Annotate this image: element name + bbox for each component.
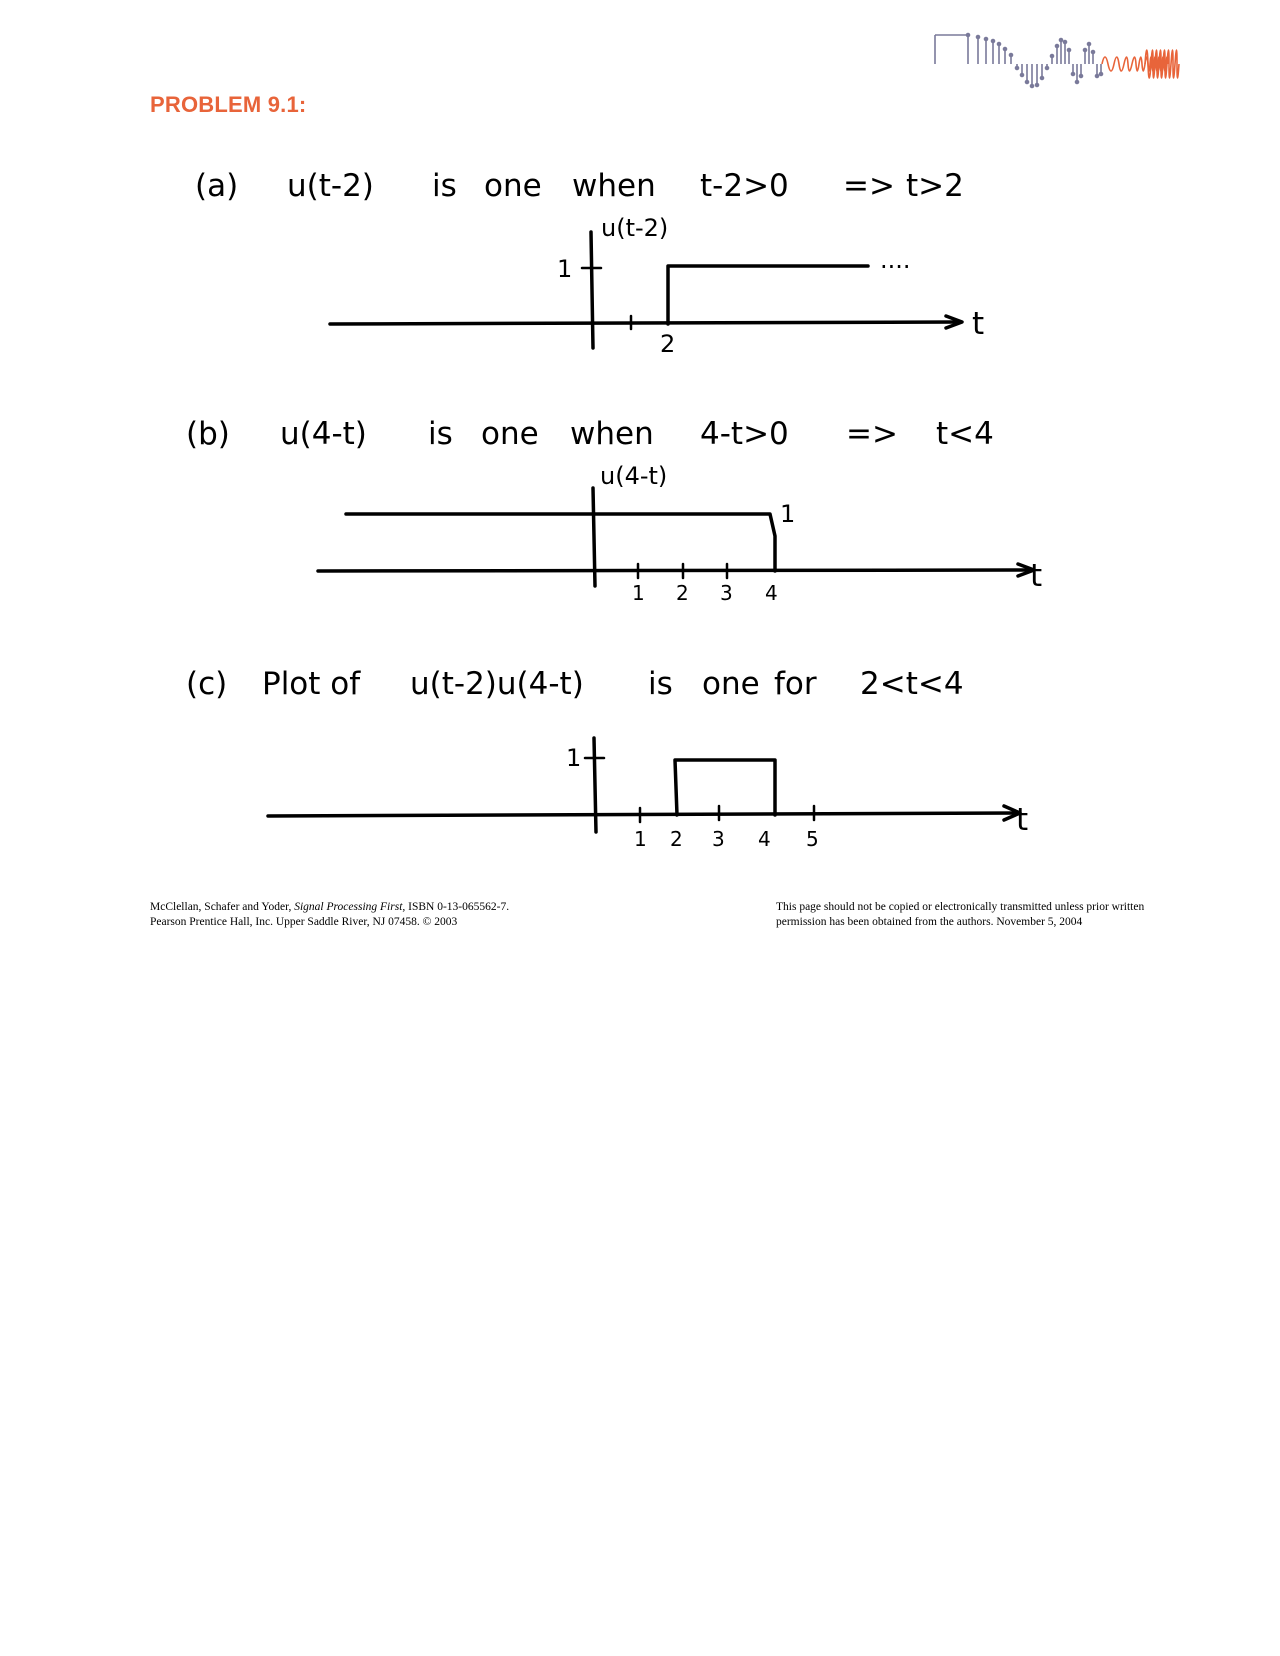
part-a-result: t>2 bbox=[906, 168, 964, 204]
part-c-x-tick-label-5: 5 bbox=[806, 827, 819, 851]
part-a-word-is: is bbox=[432, 168, 457, 204]
part-a-x-axis-label: t bbox=[972, 306, 985, 342]
part-a-word-when: when bbox=[572, 168, 656, 204]
footer-citation bbox=[150, 900, 710, 930]
part-b-step-signal bbox=[346, 514, 775, 571]
part-a-expr: u(t-2) bbox=[287, 168, 374, 204]
part-b-word-is: is bbox=[428, 416, 453, 452]
footer-book-title: Signal Processing First, bbox=[294, 901, 406, 913]
part-a-condition: t-2>0 bbox=[700, 168, 789, 204]
part-c-statement bbox=[186, 666, 964, 702]
part-c-plot bbox=[268, 738, 1028, 851]
part-b-x-axis bbox=[318, 570, 1030, 571]
footer-notice-line-1: This page should not be copied or electronically transmitted unless prior written bbox=[776, 901, 1145, 913]
part-b-statement bbox=[186, 416, 994, 452]
part-b-implies: => bbox=[846, 416, 898, 452]
part-b-word-when: when bbox=[570, 416, 654, 452]
part-c-x-tick-label-1: 1 bbox=[634, 827, 647, 851]
part-a-x-axis bbox=[330, 322, 958, 324]
part-c-label: (c) bbox=[186, 666, 228, 702]
part-b-y-axis bbox=[593, 488, 595, 586]
part-b-word-one: one bbox=[481, 416, 539, 452]
part-b-result: t<4 bbox=[936, 416, 994, 452]
problem-title: PROBLEM 9.1: bbox=[150, 92, 307, 117]
part-a-implies: => bbox=[843, 168, 895, 204]
part-c-expr: u(t-2)u(4-t) bbox=[410, 666, 584, 702]
part-a-x-tick-label: 2 bbox=[660, 330, 676, 358]
part-b-x-tick-label-3: 3 bbox=[720, 581, 733, 605]
part-c-x-tick-label-4: 4 bbox=[758, 827, 771, 851]
part-b-x-tick-label-4: 4 bbox=[765, 581, 778, 605]
part-b-condition: 4-t>0 bbox=[700, 416, 789, 452]
part-c-x-axis bbox=[268, 813, 1018, 816]
part-a-plot bbox=[330, 214, 984, 358]
footer-notice-line-2: permission has been obtained from the authors. November 5, 2004 bbox=[776, 916, 1083, 928]
part-b-y-label: u(4-t) bbox=[600, 462, 668, 490]
part-b-label: (b) bbox=[186, 416, 230, 452]
part-b-x-tick-label-1: 1 bbox=[632, 581, 645, 605]
part-c-text-plot-of: Plot of bbox=[262, 666, 361, 702]
part-c-word-is: is bbox=[648, 666, 673, 702]
part-c-x-tick-label-2: 2 bbox=[670, 827, 683, 851]
part-a-y-tick-label: 1 bbox=[557, 255, 573, 283]
footer-authors: McClellan, Schafer and Yoder, bbox=[150, 901, 292, 913]
part-c-y-tick-label: 1 bbox=[566, 744, 582, 772]
part-a-y-label: u(t-2) bbox=[601, 214, 669, 242]
part-c-y-axis bbox=[594, 738, 596, 832]
part-c-condition: 2<t<4 bbox=[860, 666, 964, 702]
part-c-rect-pulse bbox=[675, 760, 775, 815]
part-a-continuation-dots: .... bbox=[880, 246, 911, 274]
part-a-statement bbox=[195, 168, 964, 204]
footer-isbn: ISBN 0-13-065562-7. bbox=[408, 901, 510, 913]
part-a-word-one: one bbox=[484, 168, 542, 204]
footer-copyright-notice bbox=[776, 900, 1196, 930]
part-a-label: (a) bbox=[195, 168, 239, 204]
footer-citation-line-2: Pearson Prentice Hall, Inc. Upper Saddle River, NJ 07458. © 2003 bbox=[150, 916, 458, 928]
part-b-x-axis-label: t bbox=[1030, 558, 1043, 594]
part-b-x-tick-label-2: 2 bbox=[676, 581, 689, 605]
part-b-level-label: 1 bbox=[780, 500, 796, 528]
footer-citation-line-1 bbox=[150, 900, 710, 915]
part-c-word-for: for bbox=[774, 666, 817, 702]
part-b-expr: u(4-t) bbox=[280, 416, 367, 452]
part-c-x-tick-label-3: 3 bbox=[712, 827, 725, 851]
part-c-word-one: one bbox=[702, 666, 760, 702]
part-a-y-axis bbox=[591, 232, 593, 348]
part-b-plot bbox=[318, 462, 1042, 605]
part-c-x-axis-label: t bbox=[1016, 802, 1029, 838]
part-a-step-signal bbox=[668, 266, 868, 324]
